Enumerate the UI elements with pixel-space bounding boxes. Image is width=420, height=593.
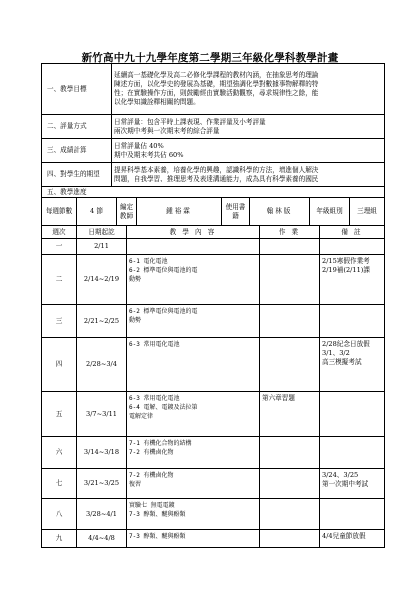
course-info-row [42, 198, 385, 226]
week-number: 二 [42, 255, 77, 305]
week-homework [260, 305, 320, 338]
progress-section-row [42, 187, 385, 198]
plan-label: 三、成績計算 [42, 139, 112, 163]
week-number: 七 [42, 469, 77, 499]
table-row [42, 499, 385, 530]
table-row [42, 338, 385, 392]
header-content: 教 學 內 容 [127, 226, 260, 239]
plan-row-grading [42, 139, 385, 163]
plan-label: 四、對學生的期望 [42, 163, 112, 187]
table-row [42, 255, 385, 305]
week-notes [320, 305, 385, 338]
week-homework [260, 437, 320, 469]
week-number: 五 [42, 392, 77, 437]
table-row [42, 530, 385, 548]
plan-text: 提昇科學基本素養，培養化學的興趣，認識科學的方法，增進個人解決 問題，自我學習、推理思考及表達溝通能力，成為具有科學素養的國民 [112, 163, 385, 187]
week-number: 九 [42, 530, 77, 548]
header-date: 日期起訖 [77, 226, 127, 239]
week-dates: 4/4~4/8 [77, 530, 127, 548]
week-homework [260, 530, 320, 548]
week-notes [320, 239, 385, 255]
week-dates: 2/21~2/25 [77, 305, 127, 338]
schedule-header-row [42, 226, 385, 239]
week-homework: 第六章習題 [260, 392, 320, 437]
week-notes: 2/28紀念日放假 3/1、3/2 高三模擬考試 [320, 338, 385, 392]
week-content: 6-3 常用電化電池 [127, 338, 260, 392]
plan-row-objectives [42, 64, 385, 115]
week-notes [320, 437, 385, 469]
header-homework: 作 業 [260, 226, 320, 239]
plan-label: 二、評量方式 [42, 115, 112, 139]
week-notes: 2/15寒假作業考 2/19補(2/11)課 [320, 255, 385, 305]
weekly-hours-value: 4 節 [77, 198, 117, 226]
teacher-label: 編定教師 [117, 198, 137, 226]
weekly-hours-label: 每週節數 [42, 198, 77, 226]
week-homework [260, 499, 320, 530]
week-homework [260, 255, 320, 305]
plan-text: 延續高一基礎化學及高二必修化學課程的教材內涵，在抽象思考的理論 陳述方面，以化學史的發展為基礎，期望強調化學對數據事物解釋的特 性；在實驗操作方面，則鼓勵經由實驗活動觀察，尋求規律性之餘，能 以化學知識詮釋相關的問題。 [112, 64, 385, 115]
week-content: 7-3 醇類、醚與酚類 [127, 530, 260, 548]
week-homework [260, 338, 320, 392]
textbook-label: 使用書籍 [222, 198, 250, 226]
plan-label: 一、教學目標 [42, 64, 112, 115]
table-row [42, 239, 385, 255]
teacher-name: 鍾裕霖 [137, 198, 222, 226]
week-number: 一 [42, 239, 77, 255]
week-content: 6-2 標準電位與電池的電 動勢 [127, 305, 260, 338]
week-dates: 2/14~2/19 [77, 255, 127, 305]
grade-label: 年級組別 [310, 198, 350, 226]
week-dates: 3/28~4/1 [77, 499, 127, 530]
plan-table [41, 63, 385, 198]
week-content: 7-1 有機化合物的結構 7-2 有機鹵化物 [127, 437, 260, 469]
table-row [42, 469, 385, 499]
header-notes: 備 註 [320, 226, 385, 239]
week-content: 7-2 有機鹵化物 復習 [127, 469, 260, 499]
week-number: 四 [42, 338, 77, 392]
week-dates: 2/11 [77, 239, 127, 255]
course-info-table [41, 197, 385, 226]
grade-value: 三理組 [350, 198, 385, 226]
page-title: 新竹高中九十九學年度第二學期三年級化學科教學計畫 [81, 52, 339, 64]
week-dates: 3/14~3/18 [77, 437, 127, 469]
plan-text: 日常評量：包含平時上課表現、作業評量及小考評量 兩次期中考與一次期末考的綜合評量 [112, 115, 385, 139]
table-row [42, 437, 385, 469]
week-content: 6-3 常用電化電池 6-4 電解、電鍍及法拉第 電解定律 [127, 392, 260, 437]
week-homework [260, 469, 320, 499]
progress-section-label: 五、教學進度 [42, 187, 385, 198]
table-row [42, 305, 385, 338]
week-homework [260, 239, 320, 255]
week-number: 六 [42, 437, 77, 469]
textbook-name: 翰林版 [250, 198, 310, 226]
week-content: 6-1 電化電池 6-2 標準電位與電池的電 動勢 [127, 255, 260, 305]
plan-row-assessment [42, 115, 385, 139]
week-notes: 4/4兒童節放假 [320, 530, 385, 548]
week-content: 實驗七 無電電鍍 7-3 醇類、醚與酚類 [127, 499, 260, 530]
week-number: 三 [42, 305, 77, 338]
header-week: 週次 [42, 226, 77, 239]
week-number: 八 [42, 499, 77, 530]
week-notes [320, 499, 385, 530]
week-dates: 3/21~3/25 [77, 469, 127, 499]
plan-text: 日常評量佔 40% 期中及期末考共佔 60% [112, 139, 385, 163]
week-notes [320, 392, 385, 437]
week-dates: 3/7~3/11 [77, 392, 127, 437]
schedule-table [41, 225, 385, 548]
week-notes: 3/24、3/25 第一次期中考試 [320, 469, 385, 499]
week-content [127, 239, 260, 255]
week-dates: 2/28~3/4 [77, 338, 127, 392]
plan-row-expectations [42, 163, 385, 187]
table-row [42, 392, 385, 437]
plan-document [41, 63, 384, 548]
